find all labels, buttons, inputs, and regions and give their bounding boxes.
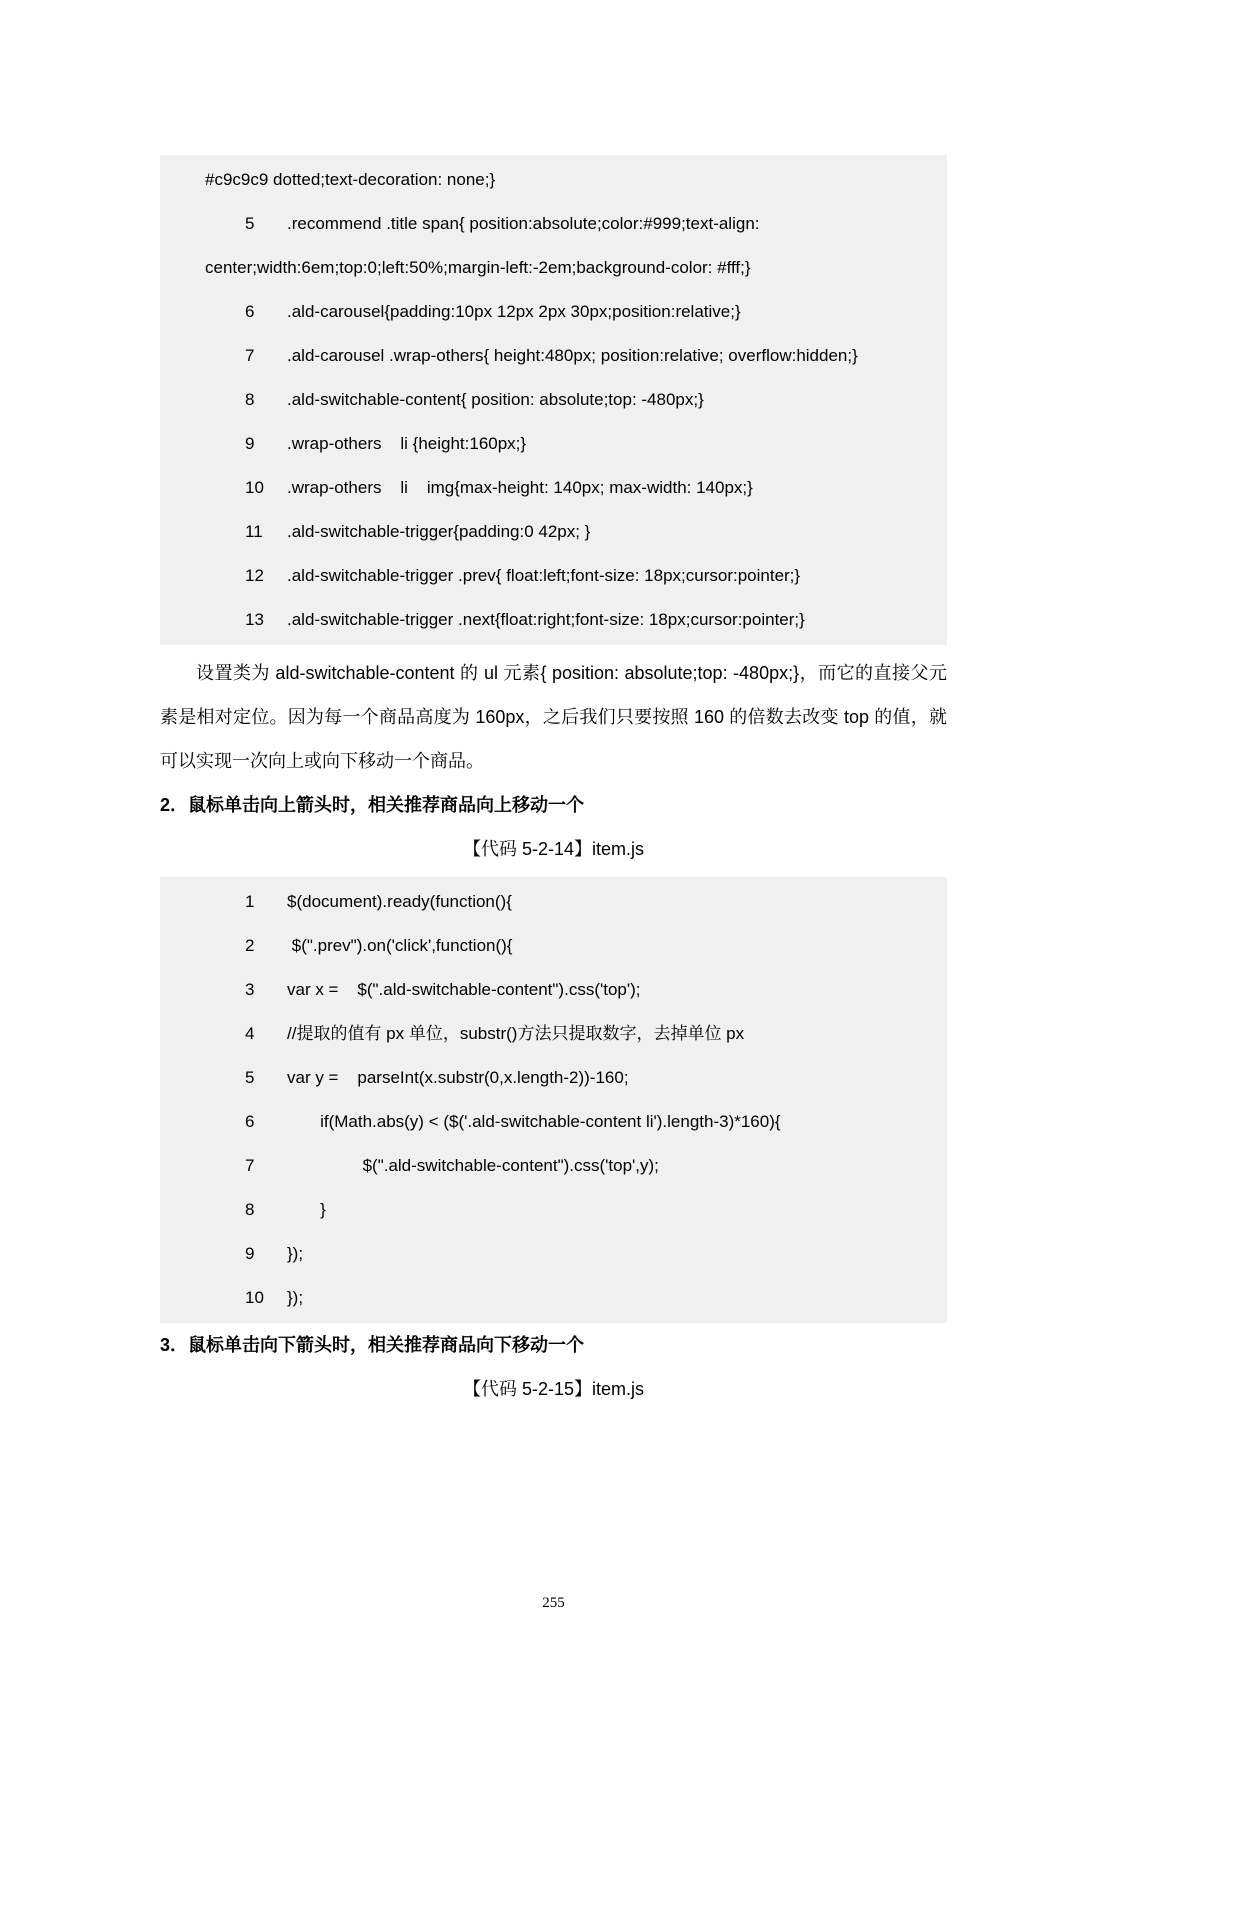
code-text: $(".ald-switchable-content").css('top',y); (287, 1156, 659, 1175)
code-text: .ald-carousel{padding:10px 12px 2px 30px;position:relative;} (287, 302, 741, 321)
code-line (160, 1188, 947, 1232)
code-line (160, 158, 947, 202)
code-caption-1: 【代码 5-2-14】item.js (462, 839, 645, 859)
code-text: .ald-switchable-trigger{padding:0 42px; } (287, 522, 591, 541)
line-number: 2 (245, 936, 255, 955)
code-line (160, 1144, 947, 1188)
code-line (160, 924, 947, 968)
code-text: .ald-switchable-trigger .prev{ float:left;font-size: 18px;cursor:pointer;} (287, 566, 801, 585)
code-text: } (287, 1200, 326, 1219)
code-text: .ald-switchable-content{ position: absolute;top: -480px;} (287, 390, 704, 409)
line-number: 9 (245, 1244, 255, 1263)
code-text: .ald-switchable-trigger .next{float:right;font-size: 18px;cursor:pointer;} (287, 610, 805, 629)
line-number: 6 (245, 302, 255, 321)
code-line (160, 422, 947, 466)
code-text: $(document).ready(function(){ (287, 892, 512, 911)
line-number: 8 (245, 390, 255, 409)
line-number: 12 (245, 566, 264, 585)
code-line (160, 880, 947, 924)
line-number: 9 (245, 434, 255, 453)
page-number: 255 (542, 1595, 565, 1611)
code-line (160, 334, 947, 378)
line-number: 1 (245, 892, 255, 911)
line-number: 5 (245, 1068, 255, 1087)
line-number: 4 (245, 1024, 255, 1043)
code-text: center;width:6em;top:0;left:50%;margin-left:-2em;background-color: #fff;} (205, 258, 751, 277)
code-line (160, 1276, 947, 1320)
line-number: 7 (245, 346, 255, 365)
code-line (160, 1012, 947, 1056)
code-text: var y = parseInt(x.substr(0,x.length-2))-160; (287, 1068, 629, 1087)
code-line (160, 1100, 947, 1144)
line-number: 7 (245, 1156, 255, 1175)
js-code-block (160, 877, 947, 1323)
line-number: 3 (245, 980, 255, 999)
code-text: .wrap-others li {height:160px;} (287, 434, 527, 453)
line-number: 5 (245, 214, 255, 233)
code-text: if(Math.abs(y) < ($('.ald-switchable-content li').length-3)*160){ (287, 1112, 781, 1131)
css-code-block (160, 155, 947, 645)
body-paragraph: 设置类为 ald-switchable-content 的 ul 元素{ position: absolute;top: -480px;}，而它的直接父元素是相对定位。因为每一个商品高度为 160px，之后我们只要按照 160 的倍数去改变 top 的值，就可以实现一次向上或向下移动一个商品。 (160, 663, 947, 771)
code-line (160, 466, 947, 510)
code-text: .ald-carousel .wrap-others{ height:480px; position:relative; overflow:hidden;} (287, 346, 858, 365)
code-line (160, 378, 947, 422)
code-line (160, 202, 947, 246)
line-number: 6 (245, 1112, 255, 1131)
code-text: #c9c9c9 dotted;text-decoration: none;} (205, 170, 496, 189)
code-text: //提取的值有 px 单位，substr()方法只提取数字，去掉单位 px (287, 1024, 745, 1043)
code-line (160, 968, 947, 1012)
code-line (160, 1232, 947, 1276)
document-page (0, 155, 1240, 1908)
code-line (160, 246, 947, 290)
code-line (160, 554, 947, 598)
line-number: 13 (245, 610, 264, 629)
line-number: 8 (245, 1200, 255, 1219)
section-heading-3: 3．鼠标单击向下箭头时，相关推荐商品向下移动一个 (160, 1335, 585, 1355)
code-caption-2: 【代码 5-2-15】item.js (462, 1379, 645, 1399)
line-number: 10 (245, 478, 264, 497)
code-line (160, 290, 947, 334)
code-text: }); (287, 1288, 304, 1307)
code-line (160, 598, 947, 642)
code-text: .recommend .title span{ position:absolute;color:#999;text-align: (287, 214, 760, 233)
code-text: .wrap-others li img{max-height: 140px; max-width: 140px;} (287, 478, 753, 497)
code-text: }); (287, 1244, 304, 1263)
line-number: 10 (245, 1288, 264, 1307)
line-number: 11 (245, 522, 263, 541)
code-text: var x = $(".ald-switchable-content").css('top'); (287, 980, 641, 999)
code-line (160, 1056, 947, 1100)
code-line (160, 510, 947, 554)
section-heading-2: 2．鼠标单击向上箭头时，相关推荐商品向上移动一个 (160, 795, 585, 815)
code-text: $(".prev").on('click',function(){ (287, 936, 513, 955)
